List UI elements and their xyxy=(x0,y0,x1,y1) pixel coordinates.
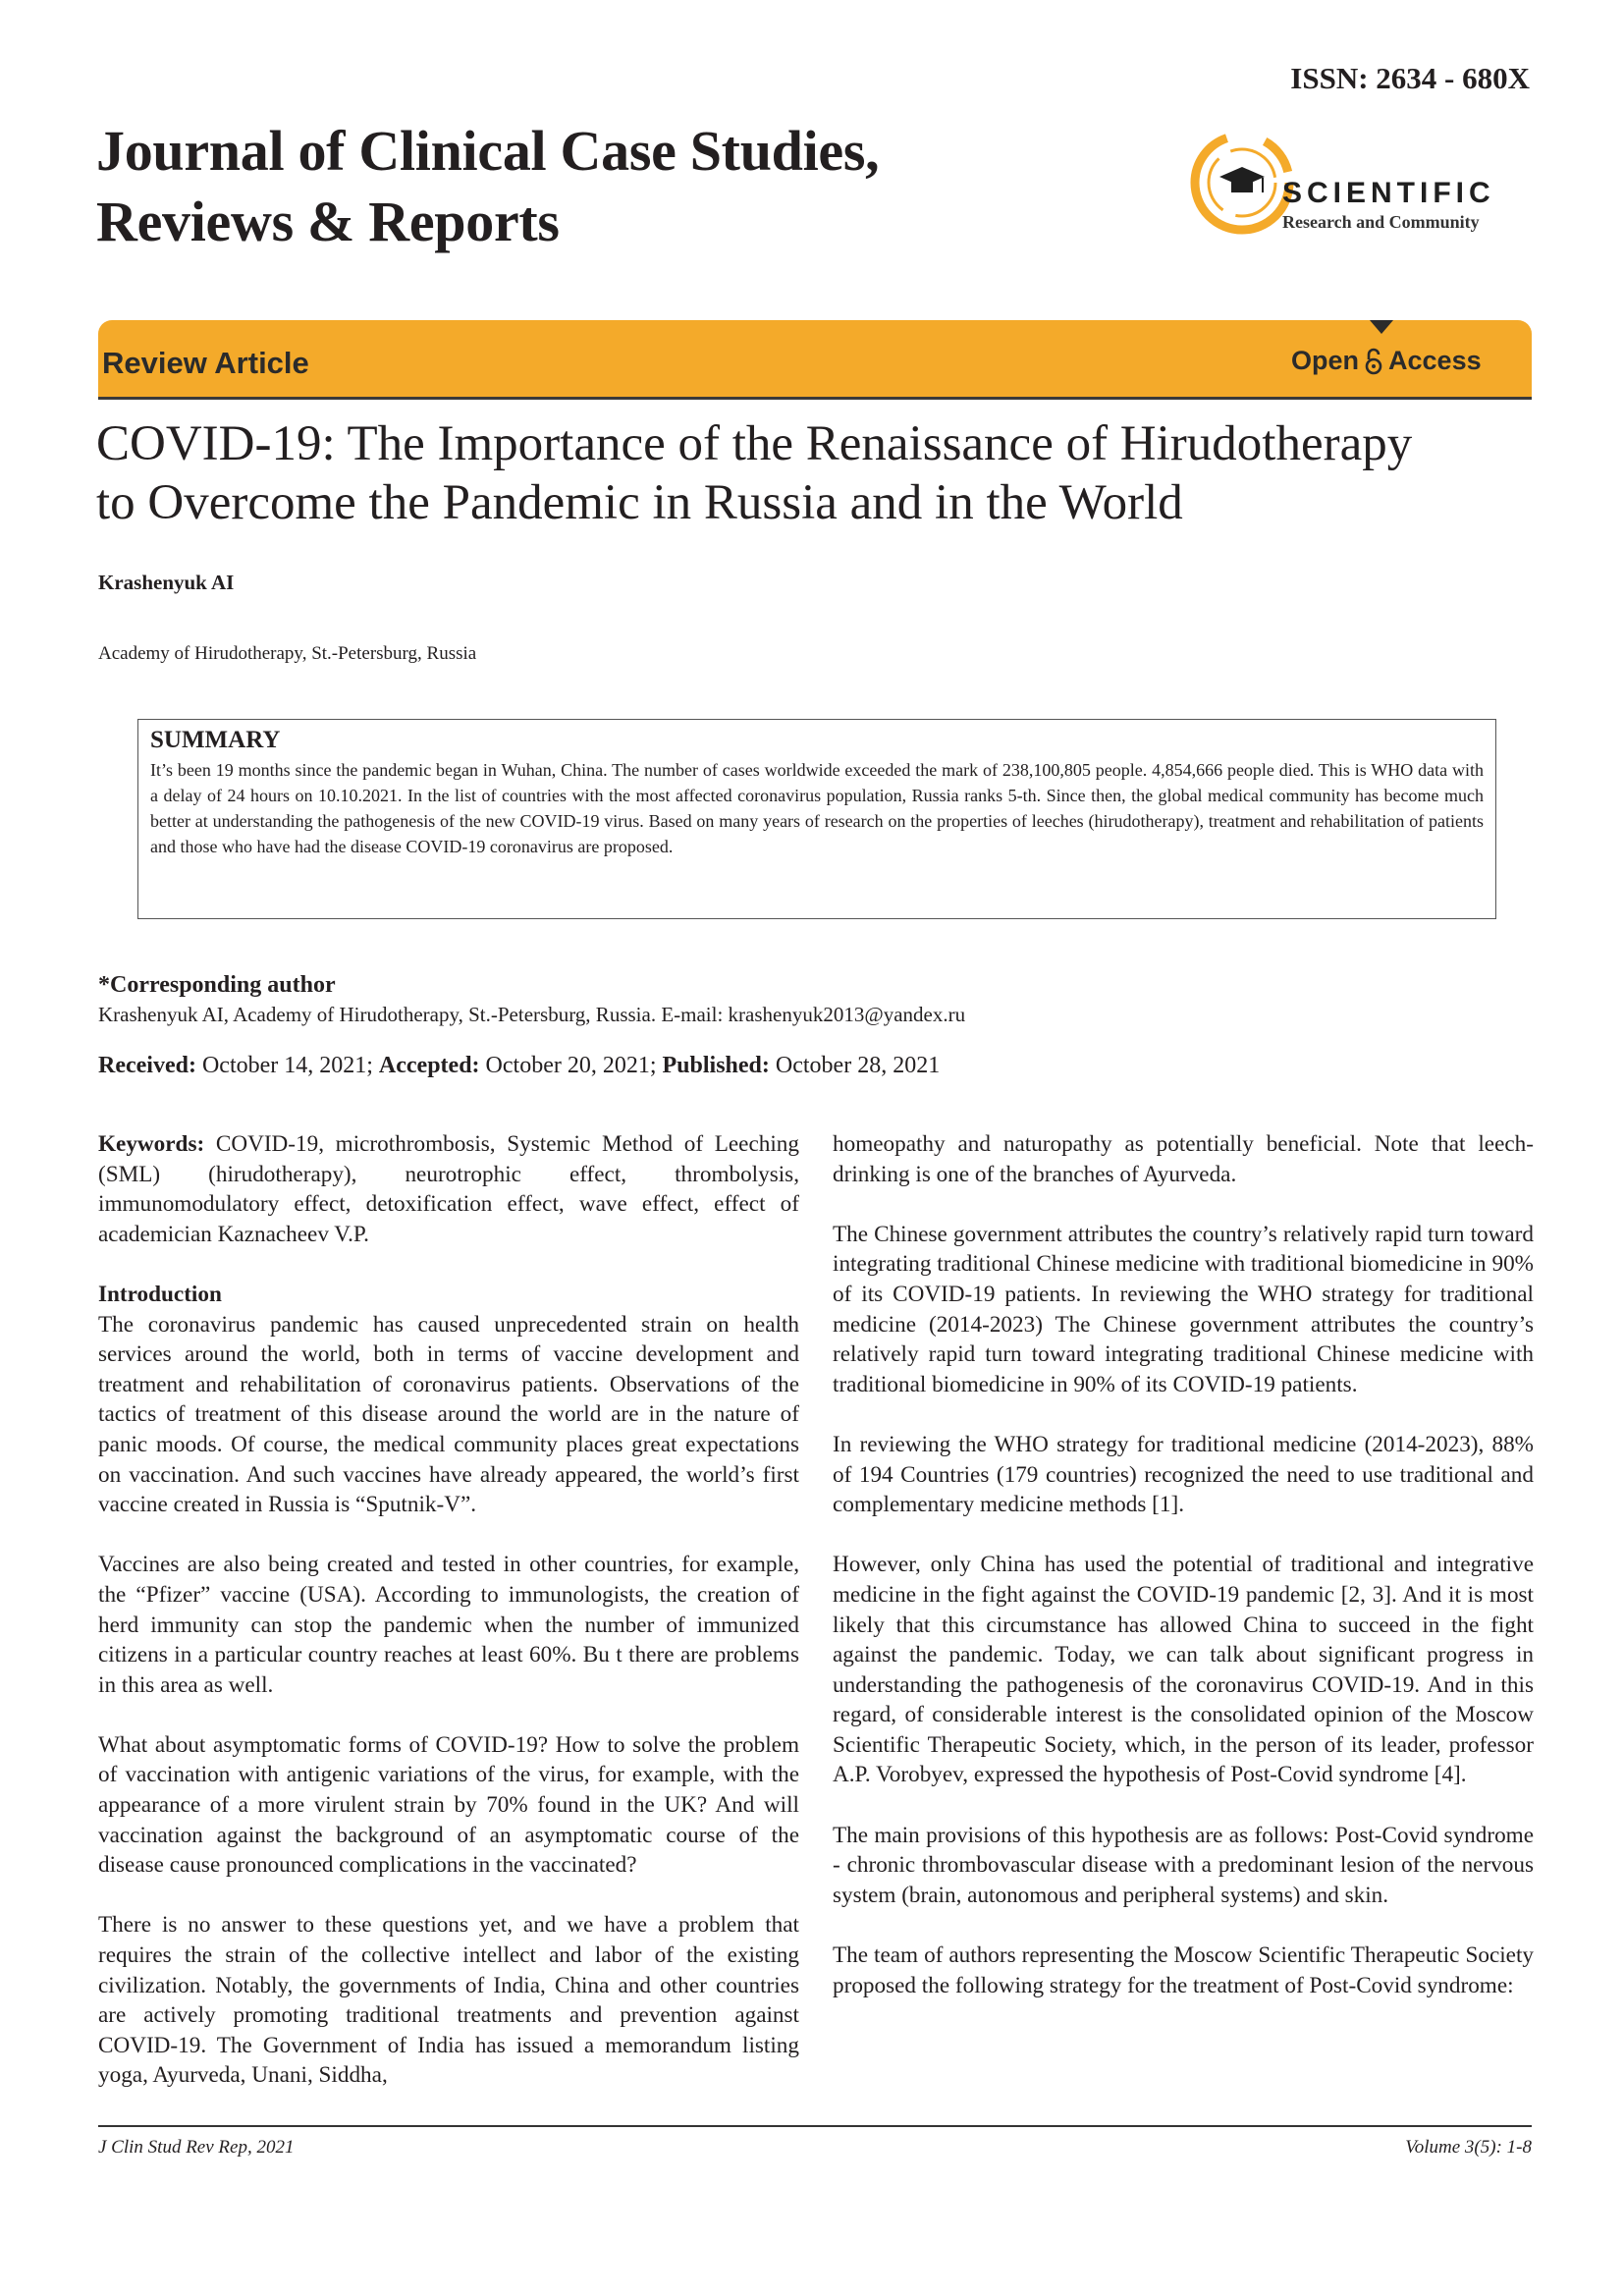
logo-wordmark: SCIENTIFIC xyxy=(1282,177,1495,209)
article-title-line2: to Overcome the Pandemic in Russia and in the World xyxy=(96,475,1183,530)
footer-citation: J Clin Stud Rev Rep, 2021 xyxy=(98,2137,295,2158)
keywords-label: Keywords: xyxy=(98,1131,205,1157)
open-access-label-access: Access xyxy=(1388,346,1482,375)
corresponding-author-heading: *Corresponding author xyxy=(98,972,336,998)
accepted-date: October 20, 2021; xyxy=(479,1053,663,1078)
published-date: October 28, 2021 xyxy=(769,1053,941,1078)
body-paragraph: Vaccines are also being created and tested in other countries, for example, the “Pfizer” vaccine (USA). According to immunologists, the creation of herd immunity can stop the pandemic when the number of immunized citizens in a particular country reaches at least 60%. Bu t there are problems in this area as well. xyxy=(98,1552,799,1698)
body-paragraph: The main provisions of this hypothesis are as follows: Post-Covid syndrome - chronic thrombovascular disease with a predominant lesion of the nervous system (brain, autonomous and peripheral systems) and skin. xyxy=(833,1822,1534,1908)
publisher-logo xyxy=(1188,128,1542,244)
banner-pointer-icon xyxy=(1370,320,1393,334)
journal-title xyxy=(96,116,980,257)
logo-subtitle: Research and Community xyxy=(1282,212,1480,232)
introduction-heading: Introduction xyxy=(98,1281,222,1307)
body-paragraph: There is no answer to these questions yet, and we have a problem that requires the strain of the collective intellect and labor of the existing civilization. Notably, the governments of India, China and other countries are actively promoting traditional treatments and prevention against COVID-19. The Government of India has issued a memorandum listing yoga, Ayurveda, Unani, Siddha, xyxy=(98,1912,799,2089)
journal-title-line1: Journal of Clinical Case Studies, xyxy=(96,119,880,183)
publication-dates xyxy=(98,1053,940,1079)
journal-title-line2: Reviews & Reports xyxy=(96,190,560,253)
body-paragraph: homeopathy and naturopathy as potentially beneficial. Note that leech-drinking is one of the branches of Ayurveda. xyxy=(833,1131,1534,1187)
summary-heading: SUMMARY xyxy=(150,727,281,753)
issn-number: ISSN: 2634 - 680X xyxy=(1290,61,1530,95)
body-paragraph: What about asymptomatic forms of COVID-19? How to solve the problem of vaccination with antigenic variations of the virus, for example, with the appearance of a more virulent strain by 70% found in the UK? And will vaccination against the background of an asymptomatic course of the disease cause pronounced complications in the vaccinated? xyxy=(98,1731,799,1879)
body-paragraph: The team of authors representing the Moscow Scientific Therapeutic Society proposed the following strategy for the treatment of Post-Covid syndrome: xyxy=(833,1942,1534,1998)
open-access-badge xyxy=(1291,346,1482,376)
banner-divider xyxy=(98,397,1532,400)
article-type-label: Review Article xyxy=(102,346,309,380)
article-title xyxy=(96,414,1540,532)
body-paragraph: In reviewing the WHO strategy for traditional medicine (2014-2023), 88% of 194 Countries (179 countries) recognized the need to use traditional and complementary medicine methods [1]. xyxy=(833,1431,1534,1518)
received-label: Received: xyxy=(98,1053,196,1078)
corresponding-author-details: Krashenyuk AI, Academy of Hirudotherapy, St.-Petersburg, Russia. E-mail: krashenyuk2013@yandex.ru xyxy=(98,1003,966,1026)
summary-box xyxy=(137,719,1496,919)
author-name: Krashenyuk AI xyxy=(98,571,235,594)
body-paragraph: The Chinese government attributes the country’s relatively rapid turn toward integrating traditional Chinese medicine with traditional biomedicine in 90% of its COVID-19 patients. In reviewing the WHO strategy for traditional medicine (2014-2023) The Chinese government attributes the country’s relatively rapid turn toward integrating traditional Chinese medicine with traditional biomedicine in 90% of its COVID-19 patients. xyxy=(833,1221,1534,1397)
footer-volume: Volume 3(5): 1-8 xyxy=(1405,2137,1532,2158)
received-date: October 14, 2021; xyxy=(195,1053,379,1078)
author-affiliation: Academy of Hirudotherapy, St.-Petersburg, Russia xyxy=(98,643,477,664)
accepted-label: Accepted: xyxy=(378,1053,480,1078)
keywords-paragraph xyxy=(98,1129,799,1249)
summary-text: It’s been 19 months since the pandemic began in Wuhan, China. The number of cases worldwide exceeded the mark of 238,100,805 people. 4,854,666 people died. This is WHO data with a delay of 24 hours on 10.10.2021. In the list of countries with the most affected coronavirus population, Russia ranks 5-th. Since then, the global medical community has become much better at understanding the pathogenesis of the new COVID-19 virus. Based on many years of research on the properties of leeches (hirudotherapy), treatment and rehabilitation of patients and those who have had the disease COVID-19 coronavirus are proposed. xyxy=(150,760,1484,856)
footer-divider xyxy=(98,2125,1532,2127)
article-title-line1: COVID-19: The Importance of the Renaissance of Hirudotherapy xyxy=(96,416,1413,471)
body-column-left xyxy=(98,1129,799,2121)
body-column-right xyxy=(833,1129,1534,2031)
body-paragraph: The coronavirus pandemic has caused unprecedented strain on health services around the world, both in terms of vaccine development and treatment and rehabilitation of coronavirus patients. Observations of the tactics of treatment of this disease around the world are in the nature of panic moods. Of course, the medical community places great expectations on vaccination. And such vaccines have already appeared, the world’s first vaccine created in Russia is “Sputnik-V”. xyxy=(98,1311,799,1518)
body-paragraph: However, only China has used the potential of traditional and integrative medicine in the fight against the COVID-19 pandemic [2, 3]. And it is most likely that this circumstance has allowed China to succeed in the fight against the pandemic. Today, we can talk about significant progress in understanding the pathogenesis of the coronavirus COVID-19. And in this regard, of considerable interest is the consolidated opinion of the Moscow Scientific Therapeutic Society, which, in the person of its leader, professor A.P. Vorobyev, expressed the hypothesis of Post-Covid syndrome [4]. xyxy=(833,1552,1534,1788)
published-label: Published: xyxy=(662,1053,770,1078)
keywords-text: COVID-19, microthrombosis, Systemic Method of Leeching (SML) (hirudotherapy), neurotrophic effect, thrombolysis, immunomodulatory effect, detoxification effect, wave effect, effect of academician Kaznacheev V.P. xyxy=(98,1131,799,1247)
open-lock-icon xyxy=(1365,348,1382,375)
open-access-label-open: Open xyxy=(1291,346,1360,375)
